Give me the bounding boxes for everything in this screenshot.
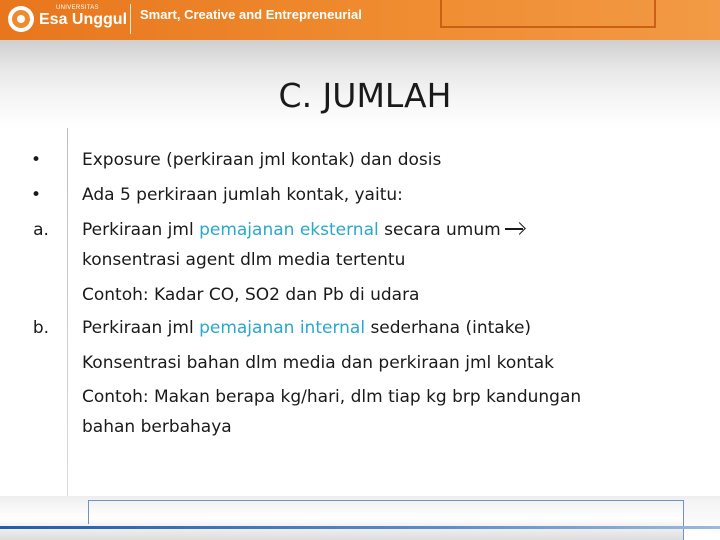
footer-cap-decoration xyxy=(683,500,720,540)
body-line-external xyxy=(82,220,527,240)
footer-frame-decoration xyxy=(88,500,688,524)
text-segment: sederhana (intake) xyxy=(365,318,532,338)
body-line-count: Ada 5 perkiraan jumlah kontak, yaitu: xyxy=(82,185,403,205)
body-line-example-air: Contoh: Kadar CO, SO2 dan Pb di udara xyxy=(82,285,420,305)
logo-small-text: UNIVERSITAS xyxy=(56,5,99,11)
body-line-example-food: Contoh: Makan berapa kg/hari, dlm tiap kg brp kandungan xyxy=(82,387,582,407)
body-line-internal xyxy=(82,318,531,338)
logo-name: Esa Unggul xyxy=(39,11,128,28)
header-tagline: Smart, Creative and Entrepreneurial xyxy=(140,7,362,22)
arrow-right-icon xyxy=(505,222,527,236)
list-marker-a: a. xyxy=(33,220,49,240)
content-side-line xyxy=(67,128,68,506)
text-segment: secara umum xyxy=(378,220,501,240)
header-frame-decoration xyxy=(440,0,656,28)
highlight-internal: pemajanan internal xyxy=(199,318,366,338)
list-marker-b: b. xyxy=(32,318,50,338)
highlight-external: pemajanan eksternal xyxy=(199,220,379,240)
university-logo xyxy=(8,5,128,35)
body-line-concentration: konsentrasi agent dlm media tertentu xyxy=(82,250,406,270)
logo-emblem-icon xyxy=(8,6,34,32)
slide-title: C. JUMLAH xyxy=(278,76,452,115)
text-segment: Perkiraan jml xyxy=(82,220,200,240)
body-line-exposure: Exposure (perkiraan jml kontak) dan dosis xyxy=(82,150,442,170)
footer-blue-line xyxy=(0,526,720,529)
body-line-hazard: bahan berbahaya xyxy=(82,417,232,437)
text-segment: Perkiraan jml xyxy=(82,318,200,338)
bullet-marker: • xyxy=(30,185,42,205)
bullet-marker: • xyxy=(30,150,42,170)
header-divider xyxy=(130,4,131,34)
body-line-media: Konsentrasi bahan dlm media dan perkiraan jml kontak xyxy=(82,353,554,373)
header-bar xyxy=(0,0,720,40)
